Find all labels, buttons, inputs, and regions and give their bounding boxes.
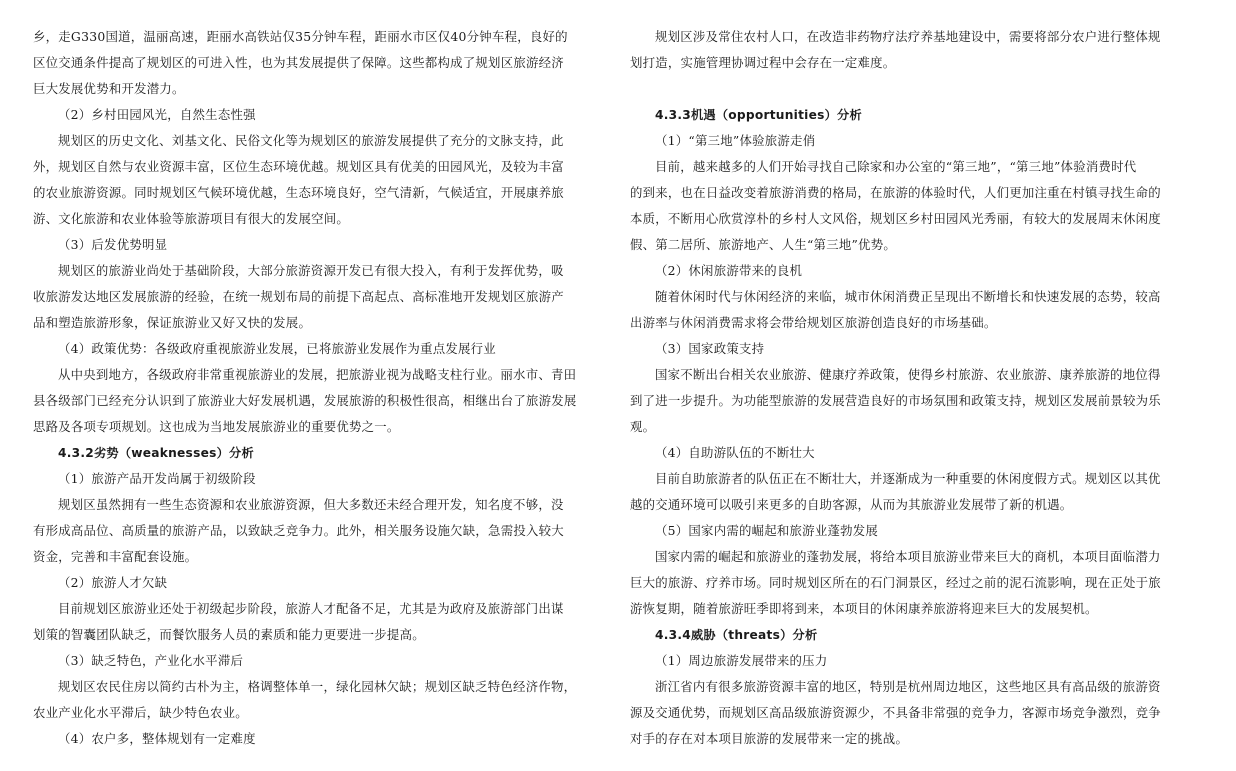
text-line: （1）“第三地”体验旅游走俏: [655, 133, 816, 148]
text-line: （1）周边旅游发展带来的压力: [655, 653, 828, 668]
text-line: 规划区虽然拥有一些生态资源和农业旅游资源，但大多数还未经合理开发，知名度不够，没: [58, 497, 564, 512]
text-line: 随着休闲时代与休闲经济的来临，城市休闲消费正呈现出不断增长和快速发展的态势，较高: [655, 289, 1161, 304]
text-line: （2）旅游人才欠缺: [58, 575, 168, 590]
text-line: 县各级部门已经充分认识到了旅游业大好发展机遇，发展旅游的积极性很高，相继出台了旅游发展: [33, 393, 577, 408]
text-line: （5）国家内需的崛起和旅游业蓬勃发展: [655, 523, 879, 538]
text-line: 浙江省内有很多旅游资源丰富的地区，特别是杭州周边地区，这些地区具有高品级的旅游资: [655, 679, 1161, 694]
paragraph-gap: [630, 76, 1200, 102]
text-line: 国家不断出台相关农业旅游、健康疗养政策，使得乡村旅游、农业旅游、康养旅游的地位得: [655, 367, 1161, 382]
text-line: 划策的智囊团队缺乏，而餐饮服务人员的素质和能力更要进一步提高。: [33, 627, 425, 642]
text-line: 收旅游发达地区发展旅游的经验，在统一规划布局的前提下高起点、高标准地开发规划区旅游产: [33, 289, 564, 304]
text-line: 农业产业化水平滞后，缺少特色农业。: [33, 705, 248, 720]
text-line: 区位交通条件提高了规划区的可进入性，也为其发展提供了保障。这些都构成了规划区旅游经济: [33, 55, 564, 70]
text-line: （3）国家政策支持: [655, 341, 765, 356]
text-line: 的到来，也在日益改变着旅游消费的格局，在旅游的体验时代，人们更加注重在村镇寻找生命的: [630, 185, 1161, 200]
section-heading: 4.3.2劣势（weaknesses）分析: [58, 446, 254, 460]
text-line: （4）农户多，整体规划有一定难度: [58, 731, 256, 746]
text-line: 规划区涉及常住农村人口，在改造非药物疗法疗养基地建设中，需要将部分农户进行整体规: [655, 29, 1161, 44]
text-line: 目前自助旅游者的队伍正在不断壮大，并逐渐成为一种重要的休闲度假方式。规划区以其优: [655, 471, 1161, 486]
text-line: 观。: [630, 419, 656, 434]
text-line: 目前，越来越多的人们开始寻找自己除家和办公室的“第三地”，“第三地”体验消费时代: [655, 159, 1137, 174]
text-line: 规划区的历史文化、刘基文化、民俗文化等为规划区的旅游发展提供了充分的文脉支持，此: [58, 133, 564, 148]
text-line: 对手的存在对本项目旅游的发展带来一定的挑战。: [630, 731, 909, 746]
left-column: [33, 24, 603, 752]
text-line: 乡，走G330国道，温丽高速，距丽水高铁站仅35分钟车程，距丽水市区仅40分钟车程，良好的: [33, 29, 568, 44]
text-line: 出游率与休闲消费需求将会带给规划区旅游创造良好的市场基础。: [630, 315, 997, 330]
text-line: 划打造，实施管理协调过程中会存在一定难度。: [630, 55, 896, 70]
text-line: 有形成高品位、高质量的旅游产品，以致缺乏竞争力。此外，相关服务设施欠缺，急需投入较大: [33, 523, 564, 538]
text-line: （3）缺乏特色，产业化水平滞后: [58, 653, 244, 668]
right-column: [630, 24, 1200, 752]
text-line: 资金，完善和丰富配套设施。: [33, 549, 198, 564]
text-line: （4）政策优势：各级政府重视旅游业发展，已将旅游业发展作为重点发展行业: [58, 341, 496, 356]
text-line: 思路及各项专项规划。这也成为当地发展旅游业的重要优势之一。: [33, 419, 400, 434]
text-line: 巨大的旅游、疗养市场。同时规划区所在的石门洞景区，经过之前的泥石流影响，现在正处于旅: [630, 575, 1161, 590]
text-line: 的农业旅游资源。同时规划区气候环境优越，生态环境良好，空气清新，气候适宜，开展康养旅: [33, 185, 564, 200]
text-line: （4）自助游队伍的不断壮大: [655, 445, 815, 460]
text-line: 到了进一步提升。为功能型旅游的发展营造良好的市场氛围和政策支持，规划区发展前景较为乐: [630, 393, 1161, 408]
text-line: 规划区的旅游业尚处于基础阶段，大部分旅游资源开发已有很大投入，有利于发挥优势，吸: [58, 263, 564, 278]
text-line: 规划区农民住房以简约古朴为主，格调整体单一，绿化园林欠缺；规划区缺乏特色经济作物，: [58, 679, 577, 694]
text-line: 从中央到地方，各级政府非常重视旅游业的发展，把旅游业视为战略支柱行业。丽水市、青田: [58, 367, 577, 382]
text-line: 外，规划区自然与农业资源丰富，区位生态环境优越。规划区具有优美的田园风光，及较为丰富: [33, 159, 564, 174]
text-line: 国家内需的崛起和旅游业的蓬勃发展，将给本项目旅游业带来巨大的商机，本项目面临潜力: [655, 549, 1161, 564]
section-heading: 4.3.4威胁（threats）分析: [655, 628, 818, 642]
text-line: 游恢复期，随着旅游旺季即将到来，本项目的休闲康养旅游将迎来巨大的发展契机。: [630, 601, 1098, 616]
text-line: （2）休闲旅游带来的良机: [655, 263, 803, 278]
text-line: 越的交通环境可以吸引来更多的自助客源，从而为其旅游业发展带了新的机遇。: [630, 497, 1073, 512]
text-line: 品和塑造旅游形象，保证旅游业又好又快的发展。: [33, 315, 312, 330]
text-line: 假、第二居所、旅游地产、人生“第三地”优势。: [630, 237, 896, 252]
text-line: （1）旅游产品开发尚属于初级阶段: [58, 471, 256, 486]
text-line: 目前规划区旅游业还处于初级起步阶段，旅游人才配备不足，尤其是为政府及旅游部门出谋: [58, 601, 564, 616]
text-line: （2）乡村田园风光，自然生态性强: [58, 107, 256, 122]
text-line: 游、文化旅游和农业体验等旅游项目有很大的发展空间。: [33, 211, 350, 226]
section-heading: 4.3.3机遇（opportunities）分析: [655, 108, 862, 122]
text-line: 巨大发展优势和开发潜力。: [33, 81, 185, 96]
text-line: 本质，不断用心欣赏淳朴的乡村人文风俗，规划区乡村田园风光秀丽，有较大的发展周末休闲度: [630, 211, 1161, 226]
text-line: （3）后发优势明显: [58, 237, 168, 252]
text-line: 源及交通优势，而规划区高品级旅游资源少，不具备非常强的竞争力，客源市场竞争激烈，竞争: [630, 705, 1161, 720]
